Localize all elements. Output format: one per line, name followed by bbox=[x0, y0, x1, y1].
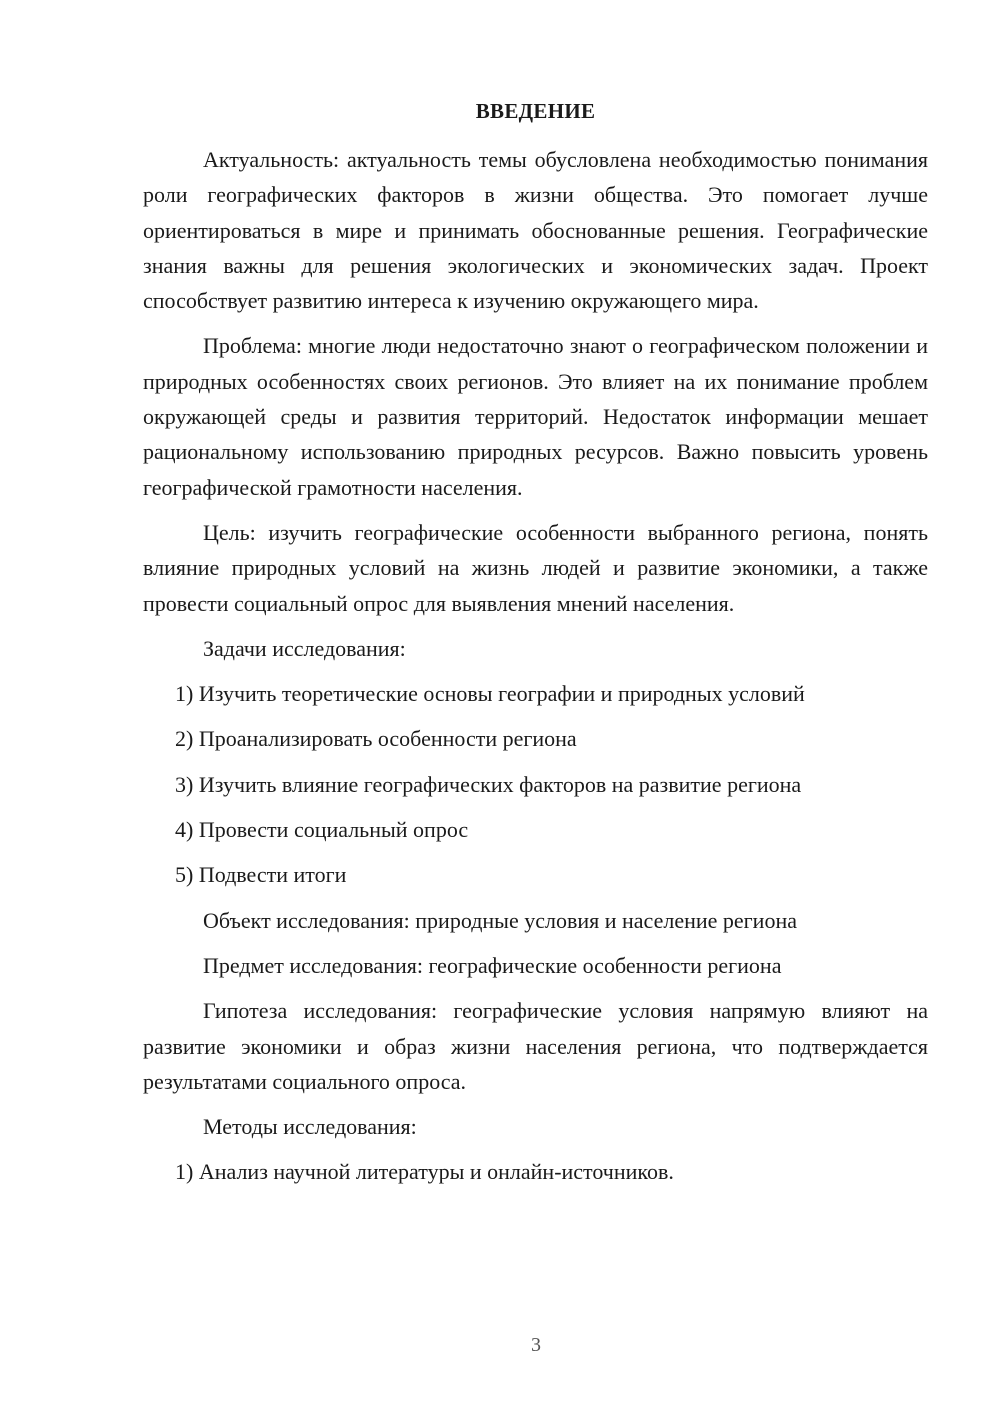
list-item: 1) Изучить теоретические основы географии и природных условий bbox=[175, 681, 805, 707]
methods-heading: Методы исследования: bbox=[203, 1114, 417, 1140]
list-item: 5) Подвести итоги bbox=[175, 862, 347, 888]
methods-list bbox=[143, 1154, 928, 1189]
document-body bbox=[143, 142, 928, 1200]
list-item: 3) Изучить влияние географических факторов на развитие региона bbox=[175, 771, 802, 797]
problem-paragraph: Проблема: многие люди недостаточно знают о географическом положении и природных особенностях своих регионов. Это влияет на их понимание проблем окружающей среды и развития территорий. Недостаток информации мешает рациональному использованию природных ресурсов. Важно повысить уровень географической грамотности населения. bbox=[143, 333, 928, 500]
object-paragraph: Объект исследования: природные условия и население региона bbox=[203, 907, 797, 933]
hypothesis-paragraph: Гипотеза исследования: географические условия напрямую влияют на развитие экономики и образ жизни населения региона, что подтверждается результатами социального опроса. bbox=[143, 998, 928, 1094]
list-item: 2) Проанализировать особенности региона bbox=[175, 726, 577, 752]
list-item: 4) Провести социальный опрос bbox=[175, 817, 469, 843]
list-item: 1) Анализ научной литературы и онлайн-источников. bbox=[175, 1159, 674, 1185]
page-number: 3 bbox=[531, 1334, 541, 1356]
subject-paragraph: Предмет исследования: географические особенности региона bbox=[203, 952, 782, 978]
tasks-heading: Задачи исследования: bbox=[203, 635, 406, 661]
relevance-paragraph: Актуальность: актуальность темы обусловлена необходимостью понимания роли географических факторов в жизни общества. Это помогает лучше ориентироваться в мире и принимать обоснованные решения. Географические знания важны для решения экологических и экономических задач. Проект способствует развитию интереса к изучению окружающего мира. bbox=[143, 147, 928, 314]
section-title: ВВЕДЕНИЕ bbox=[475, 99, 596, 123]
tasks-list bbox=[143, 676, 928, 892]
goal-paragraph: Цель: изучить географические особенности выбранного региона, понять влияние природных условий на жизнь людей и развитие экономики, а также провести социальный опрос для выявления мнений населения. bbox=[143, 519, 928, 616]
